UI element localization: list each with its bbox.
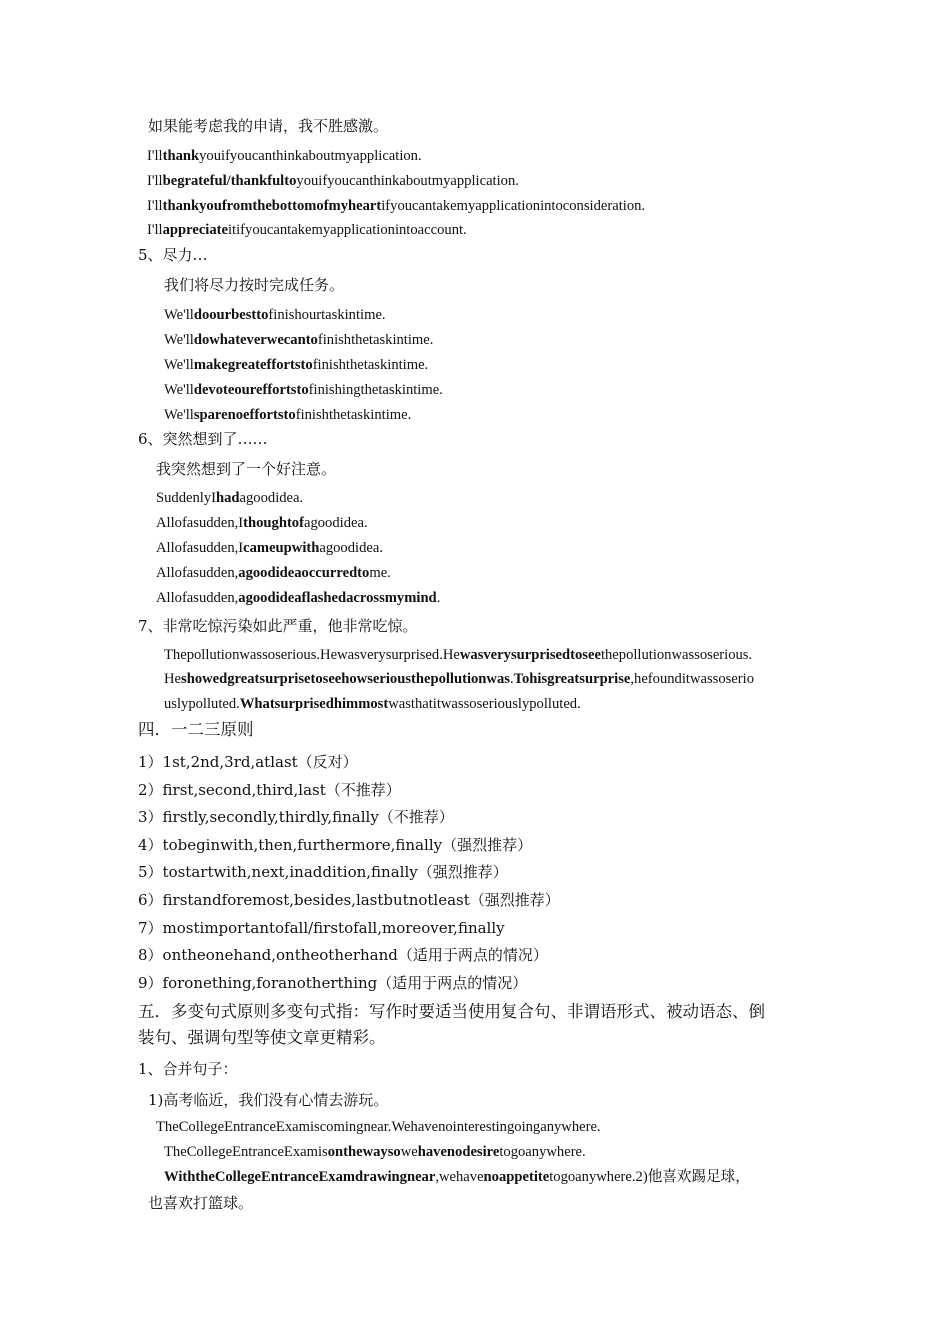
- text-line: [156, 1118, 601, 1136]
- text-run: 7）mostimportantofall/firstofall,moreover,finally: [138, 919, 505, 937]
- text-line: [164, 695, 581, 713]
- list-item: [138, 919, 505, 937]
- chapter-heading: [138, 1003, 765, 1021]
- text-run: itifyoucantakemyapplicationintoaccount.: [228, 222, 467, 238]
- bold-phrase: thoughtof: [243, 515, 304, 531]
- bold-phrase: agoodideaoccurredto: [238, 565, 370, 581]
- list-item: [138, 946, 548, 964]
- bold-phrase: Whatsurprisedhimmost: [239, 696, 389, 712]
- text-run: We'll: [164, 407, 194, 423]
- text-run: 6）firstandforemost,besides,lastbutnotleast（强烈推荐）: [138, 891, 560, 909]
- text-line: [138, 1029, 386, 1047]
- text-line: [164, 276, 344, 294]
- text-run: TheCollegeEntranceExamis: [164, 1144, 328, 1160]
- text-run: finishthetaskintime.: [295, 407, 412, 423]
- text-line: [156, 514, 368, 532]
- text-run: 8）ontheonehand,ontheotherhand（适用于两点的情况）: [138, 946, 548, 964]
- text-run: 2）first,second,third,last（不推荐）: [138, 781, 401, 799]
- text-line: [164, 356, 428, 374]
- text-run: TheCollegeEntranceExamiscomingnear.Wehavenointerestingoinganywhere.: [156, 1119, 601, 1135]
- text-run: 3）firstly,secondly,thirdly,finally（不推荐）: [138, 808, 454, 826]
- text-run: thepollutionwassoserious.: [600, 647, 753, 663]
- text-run: I'll: [147, 173, 163, 189]
- bold-phrase: showedgreatsurprisetoseehowseriousthepollutionwas: [181, 671, 510, 687]
- text-run: 1)高考临近，我们没有心情去游玩。: [148, 1091, 389, 1109]
- text-line: [147, 147, 422, 165]
- section-heading: [138, 1060, 238, 1078]
- text-run: We'll: [164, 382, 194, 398]
- text-run: togoanywhere.: [499, 1144, 586, 1160]
- text-run: finishingthetaskintime.: [308, 382, 443, 398]
- list-item: [138, 781, 401, 799]
- bold-phrase: onthewayso: [327, 1144, 401, 1160]
- text-line: [156, 564, 391, 582]
- text-line: [156, 489, 303, 507]
- text-line: [164, 1143, 586, 1161]
- text-run: .: [436, 590, 441, 606]
- text-line: [147, 197, 645, 215]
- text-line: [147, 221, 467, 239]
- bold-phrase: havenodesire: [417, 1144, 500, 1160]
- bold-phrase: thankyoufromthebottomofmyheart: [162, 198, 382, 214]
- text-line: [148, 117, 388, 135]
- bold-phrase: Tohisgreatsurprise: [513, 671, 631, 687]
- text-run: finishourtaskintime.: [268, 307, 386, 323]
- text-line: [156, 539, 383, 557]
- list-item: [138, 836, 532, 854]
- bold-phrase: dowhateverwecanto: [193, 332, 318, 348]
- bold-phrase: WiththeCollegeEntranceExamdrawingnear: [164, 1169, 436, 1185]
- text-run: Allofasudden,I: [156, 540, 244, 556]
- text-run: agoodidea.: [319, 540, 383, 556]
- text-line: [156, 460, 336, 478]
- text-run: 五．多变句式原则多变句式指：写作时要适当使用复合句、非谓语形式、被动语态、倒: [138, 1002, 765, 1021]
- text-run: Thepollutionwassoserious.Hewasverysurprised.He: [164, 647, 460, 663]
- text-run: 6、突然想到了……: [138, 430, 268, 448]
- text-run: SuddenlyI: [156, 490, 216, 506]
- list-item: [138, 753, 358, 771]
- text-run: we: [400, 1144, 418, 1160]
- text-run: I'll: [147, 222, 163, 238]
- text-run: 四．一二三原则: [138, 720, 254, 739]
- text-run: We'll: [164, 332, 194, 348]
- text-line: [164, 1168, 750, 1186]
- text-run: 如果能考虑我的申请，我不胜感激。: [148, 117, 389, 135]
- text-run: 4）tobeginwith,then,furthermore,finally（强烈推荐）: [138, 836, 533, 854]
- text-run: He: [164, 671, 182, 687]
- section-heading: [138, 430, 268, 448]
- text-run: 也喜欢打篮球。: [148, 1194, 254, 1212]
- text-run: .: [509, 671, 514, 687]
- text-run: 1、合并句子：: [138, 1060, 238, 1078]
- text-line: [156, 589, 440, 607]
- bold-phrase: agoodideaflashedacrossmymind: [238, 590, 437, 606]
- bold-phrase: appreciate: [162, 222, 228, 238]
- bold-phrase: doourbestto: [193, 307, 269, 323]
- text-run: uslypolluted.: [164, 696, 240, 712]
- text-run: 我们将尽力按时完成任务。: [164, 276, 345, 294]
- text-line: [164, 406, 411, 424]
- bold-phrase: begrateful/thankfulto: [162, 173, 297, 189]
- section-heading: [138, 617, 418, 635]
- text-line: [164, 646, 752, 664]
- list-item: [138, 974, 527, 992]
- text-run: 我突然想到了一个好注意。: [156, 460, 337, 478]
- text-run: wasthatitwassoseriouslypolluted.: [388, 696, 581, 712]
- text-run: 7、非常吃惊污染如此严重，他非常吃惊。: [138, 617, 418, 635]
- text-run: 5）tostartwith,next,inaddition,finally（强烈推荐）: [138, 863, 508, 881]
- text-run: 1）1st,2nd,3rd,atlast（反对）: [138, 753, 358, 771]
- text-run: youifyoucanthinkaboutmyapplication.: [296, 173, 519, 189]
- text-run: youifyoucanthinkaboutmyapplication.: [199, 148, 422, 164]
- bold-phrase: sparenoeffortsto: [193, 407, 296, 423]
- text-line: [148, 1091, 388, 1109]
- text-run: agoodidea.: [303, 515, 368, 531]
- list-item: [138, 863, 508, 881]
- text-run: finishthetaskintime.: [312, 357, 429, 373]
- text-run: 5、尽力…: [138, 246, 208, 264]
- text-run: 9）foronething,foranotherthing（适用于两点的情况）: [138, 974, 528, 992]
- text-run: Allofasudden,I: [156, 515, 244, 531]
- text-line: [164, 331, 433, 349]
- text-line: [164, 670, 754, 688]
- text-run: 装句、强调句型等使文章更精彩。: [138, 1028, 386, 1047]
- list-item: [138, 808, 454, 826]
- text-run: I'll: [147, 198, 163, 214]
- bold-phrase: wasverysurprisedtosee: [459, 647, 601, 663]
- list-item: [138, 891, 560, 909]
- text-run: togoanywhere.2)他喜欢踢足球，: [549, 1169, 750, 1185]
- bold-phrase: noappetite: [483, 1169, 550, 1185]
- text-run: agoodidea.: [239, 490, 304, 506]
- text-line: [147, 172, 519, 190]
- text-line: [164, 306, 386, 324]
- text-run: We'll: [164, 307, 194, 323]
- chapter-heading: [138, 721, 254, 739]
- text-line: [164, 381, 443, 399]
- text-run: Allofasudden,: [156, 590, 239, 606]
- bold-phrase: makegreateffortsto: [193, 357, 313, 373]
- text-line: [148, 1194, 253, 1212]
- section-heading: [138, 246, 208, 264]
- text-run: I'll: [147, 148, 163, 164]
- text-run: Allofasudden,: [156, 565, 239, 581]
- text-run: me.: [369, 565, 391, 581]
- text-run: ,wehave: [435, 1169, 484, 1185]
- bold-phrase: had: [216, 490, 240, 506]
- text-run: ,hefounditwassoserio: [630, 671, 754, 687]
- text-run: ifyoucantakemyapplicationintoconsideration.: [381, 198, 646, 214]
- bold-phrase: cameupwith: [243, 540, 320, 556]
- text-run: We'll: [164, 357, 194, 373]
- text-run: finishthetaskintime.: [317, 332, 434, 348]
- bold-phrase: devoteoureffortsto: [193, 382, 309, 398]
- bold-phrase: thank: [162, 148, 200, 164]
